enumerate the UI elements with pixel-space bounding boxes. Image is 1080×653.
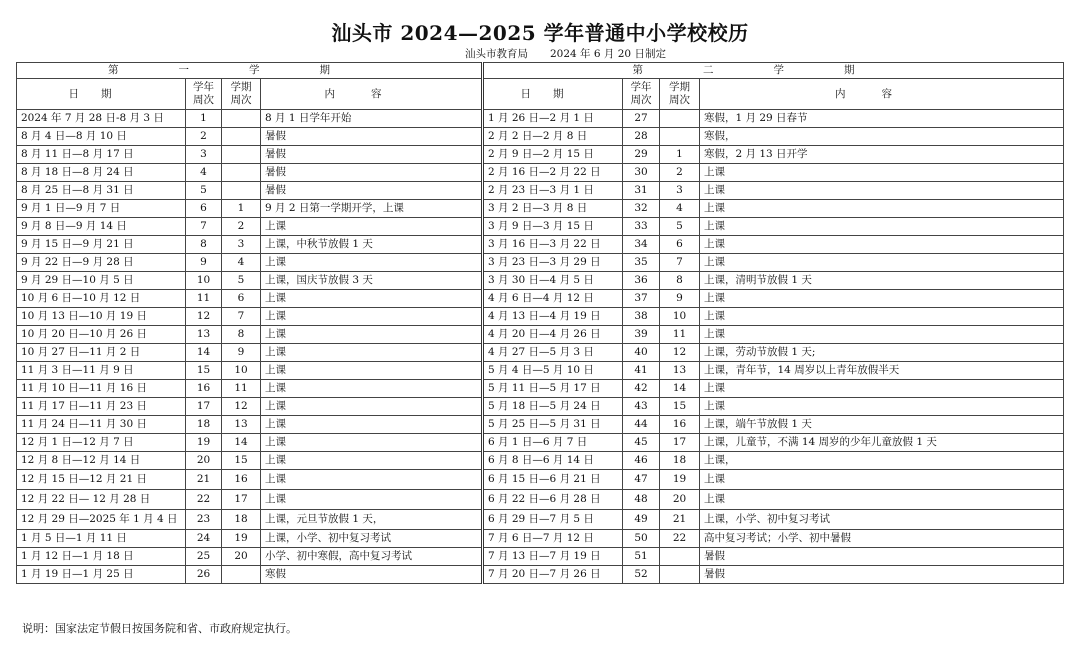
semester2-term-week-cell: 15 xyxy=(660,398,700,416)
semester1-content-cell: 上课 xyxy=(261,344,483,362)
semester2-date-cell: 2 月 16 日—2 月 22 日 xyxy=(483,164,623,182)
semester2-content-cell: 上课 xyxy=(700,218,1064,236)
semester2-date-cell: 3 月 23 日—3 月 29 日 xyxy=(483,254,623,272)
semester1-year-week-cell: 19 xyxy=(186,434,222,452)
semester1-year-week-cell: 10 xyxy=(186,272,222,290)
subtitle xyxy=(465,48,666,61)
semester2-term-week-cell: 12 xyxy=(660,344,700,362)
semester2-year-week-cell: 51 xyxy=(623,548,660,566)
semester2-year-week-cell: 31 xyxy=(623,182,660,200)
table-row xyxy=(17,452,1064,470)
semester1-header: 第一学期 xyxy=(17,63,483,79)
semester2-date-cell: 7 月 20 日—7 月 26 日 xyxy=(483,566,623,584)
semester1-term-week-cell: 1 xyxy=(222,200,261,218)
semester2-date-cell: 6 月 22 日—6 月 28 日 xyxy=(483,490,623,510)
semester2-content-cell: 上课 xyxy=(700,164,1064,182)
semester2-year-week-cell: 35 xyxy=(623,254,660,272)
semester2-content-cell: 上课 xyxy=(700,326,1064,344)
semester1-year-week-cell: 11 xyxy=(186,290,222,308)
semester1-term-week-cell xyxy=(222,182,261,200)
term-week-header xyxy=(222,79,261,110)
semester1-date-cell: 12 月 1 日—12 月 7 日 xyxy=(17,434,186,452)
semester2-date-cell: 4 月 20 日—4 月 26 日 xyxy=(483,326,623,344)
table-row xyxy=(17,566,1064,584)
semester-header-row xyxy=(17,63,1064,79)
semester2-content-cell: 上课，青年节，14 周岁以上青年放假半天 xyxy=(700,362,1064,380)
semester1-date-cell: 10 月 20 日—10 月 26 日 xyxy=(17,326,186,344)
semester1-term-week-cell: 20 xyxy=(222,548,261,566)
semester2-date-cell: 6 月 29 日—7 月 5 日 xyxy=(483,510,623,530)
semester1-year-week-cell: 5 xyxy=(186,182,222,200)
semester2-date-cell: 4 月 13 日—4 月 19 日 xyxy=(483,308,623,326)
year-week-header-line1: 学年 xyxy=(193,81,214,93)
semester2-year-week-cell: 33 xyxy=(623,218,660,236)
semester2-date-cell: 6 月 15 日—6 月 21 日 xyxy=(483,470,623,490)
semester2-year-week-cell: 45 xyxy=(623,434,660,452)
semester1-content-cell: 小学、初中寒假，高中复习考试 xyxy=(261,548,483,566)
semester1-term-week-cell: 15 xyxy=(222,452,261,470)
semester1-year-week-cell: 3 xyxy=(186,146,222,164)
semester2-year-week-cell: 36 xyxy=(623,272,660,290)
semester2-term-week-cell xyxy=(660,566,700,584)
date-header: 日期 xyxy=(17,79,186,110)
semester1-date-cell: 11 月 24 日—11 月 30 日 xyxy=(17,416,186,434)
semester1-date-cell: 1 月 5 日—1 月 11 日 xyxy=(17,530,186,548)
semester1-term-week-cell: 2 xyxy=(222,218,261,236)
semester1-year-week-cell: 15 xyxy=(186,362,222,380)
semester1-term-week-cell: 5 xyxy=(222,272,261,290)
semester1-content-cell: 8 月 1 日学年开始 xyxy=(261,110,483,128)
semester1-content-cell: 上课 xyxy=(261,452,483,470)
semester1-date-cell: 1 月 12 日—1 月 18 日 xyxy=(17,548,186,566)
semester1-date-cell: 11 月 3 日—11 月 9 日 xyxy=(17,362,186,380)
semester1-content-cell: 暑假 xyxy=(261,182,483,200)
semester1-content-cell: 上课 xyxy=(261,490,483,510)
semester2-date-cell: 4 月 27 日—5 月 3 日 xyxy=(483,344,623,362)
semester2-term-week-cell: 11 xyxy=(660,326,700,344)
table-row xyxy=(17,344,1064,362)
semester2-year-week-cell: 41 xyxy=(623,362,660,380)
semester1-date-cell: 9 月 22 日—9 月 28 日 xyxy=(17,254,186,272)
table-row xyxy=(17,398,1064,416)
semester2-year-week-cell: 40 xyxy=(623,344,660,362)
semester1-year-week-cell: 4 xyxy=(186,164,222,182)
year-week-header-line1: 学年 xyxy=(630,81,652,93)
semester1-year-week-cell: 26 xyxy=(186,566,222,584)
table-row xyxy=(17,362,1064,380)
semester2-term-week-cell: 17 xyxy=(660,434,700,452)
semester2-term-week-cell: 21 xyxy=(660,510,700,530)
semester1-year-week-cell: 1 xyxy=(186,110,222,128)
table-row xyxy=(17,182,1064,200)
semester1-year-week-cell: 21 xyxy=(186,470,222,490)
semester2-content-cell: 上课， xyxy=(700,452,1064,470)
table-row xyxy=(17,380,1064,398)
semester1-date-cell: 8 月 11 日—8 月 17 日 xyxy=(17,146,186,164)
year-week-header xyxy=(186,79,222,110)
semester1-content-cell: 9 月 2 日第一学期开学，上课 xyxy=(261,200,483,218)
table-row xyxy=(17,128,1064,146)
semester1-content-cell: 上课 xyxy=(261,326,483,344)
semester2-content-cell: 上课 xyxy=(700,200,1064,218)
semester2-term-week-cell: 1 xyxy=(660,146,700,164)
semester2-content-cell: 上课，小学、初中复习考试 xyxy=(700,510,1064,530)
table-row xyxy=(17,218,1064,236)
semester2-content-cell: 上课 xyxy=(700,254,1064,272)
table-row xyxy=(17,272,1064,290)
semester1-year-week-cell: 22 xyxy=(186,490,222,510)
semester1-content-cell: 暑假 xyxy=(261,128,483,146)
table-row xyxy=(17,510,1064,530)
semester1-date-cell: 10 月 6 日—10 月 12 日 xyxy=(17,290,186,308)
semester2-content-cell: 上课 xyxy=(700,290,1064,308)
semester2-term-week-cell: 22 xyxy=(660,530,700,548)
semester1-year-week-cell: 12 xyxy=(186,308,222,326)
semester2-date-cell: 7 月 13 日—7 月 19 日 xyxy=(483,548,623,566)
semester2-content-cell: 寒假，2 月 13 日开学 xyxy=(700,146,1064,164)
semester2-year-week-cell: 43 xyxy=(623,398,660,416)
semester2-term-week-cell: 2 xyxy=(660,164,700,182)
semester1-content-cell: 上课，元旦节放假 1 天， xyxy=(261,510,483,530)
semester2-content-cell: 上课 xyxy=(700,470,1064,490)
semester1-year-week-cell: 14 xyxy=(186,344,222,362)
date-header: 日期 xyxy=(483,79,623,110)
semester1-term-week-cell xyxy=(222,566,261,584)
semester2-content-cell: 上课 xyxy=(700,182,1064,200)
table-row xyxy=(17,434,1064,452)
semester1-content-cell: 上课 xyxy=(261,380,483,398)
semester1-term-week-cell: 7 xyxy=(222,308,261,326)
semester2-year-week-cell: 46 xyxy=(623,452,660,470)
term-week-header-line2: 周次 xyxy=(669,94,690,106)
semester2-year-week-cell: 34 xyxy=(623,236,660,254)
semester1-content-cell: 上课 xyxy=(261,434,483,452)
semester1-date-cell: 8 月 18 日—8 月 24 日 xyxy=(17,164,186,182)
semester1-date-cell: 11 月 17 日—11 月 23 日 xyxy=(17,398,186,416)
semester1-term-week-cell: 6 xyxy=(222,290,261,308)
semester2-term-week-cell: 10 xyxy=(660,308,700,326)
page-title: 汕头市 2024—2025 学年普通中小学校校历 xyxy=(331,21,749,45)
semester2-term-week-cell: 13 xyxy=(660,362,700,380)
semester1-content-cell: 暑假 xyxy=(261,164,483,182)
semester1-date-cell: 10 月 13 日—10 月 19 日 xyxy=(17,308,186,326)
semester2-year-week-cell: 32 xyxy=(623,200,660,218)
semester2-term-week-cell: 19 xyxy=(660,470,700,490)
semester2-term-week-cell: 20 xyxy=(660,490,700,510)
semester2-term-week-cell: 9 xyxy=(660,290,700,308)
semester1-content-cell: 上课 xyxy=(261,470,483,490)
semester1-year-week-cell: 6 xyxy=(186,200,222,218)
semester2-term-week-cell: 14 xyxy=(660,380,700,398)
column-header-row xyxy=(17,79,1064,110)
semester2-year-week-cell: 38 xyxy=(623,308,660,326)
semester1-content-cell: 上课，小学、初中复习考试 xyxy=(261,530,483,548)
semester2-year-week-cell: 44 xyxy=(623,416,660,434)
semester2-content-cell: 上课 xyxy=(700,398,1064,416)
school-calendar-table xyxy=(16,62,1064,584)
semester1-year-week-cell: 18 xyxy=(186,416,222,434)
semester1-date-cell: 9 月 8 日—9 月 14 日 xyxy=(17,218,186,236)
semester1-year-week-cell: 24 xyxy=(186,530,222,548)
semester1-date-cell: 12 月 8 日—12 月 14 日 xyxy=(17,452,186,470)
semester2-date-cell: 6 月 1 日—6 月 7 日 xyxy=(483,434,623,452)
semester1-term-week-cell: 16 xyxy=(222,470,261,490)
semester1-term-week-cell xyxy=(222,146,261,164)
year-week-header xyxy=(623,79,660,110)
semester1-term-week-cell: 8 xyxy=(222,326,261,344)
semester2-content-cell: 上课，端午节放假 1 天 xyxy=(700,416,1064,434)
semester1-content-cell: 上课 xyxy=(261,254,483,272)
table-row xyxy=(17,110,1064,128)
semester1-date-cell: 10 月 27 日—11 月 2 日 xyxy=(17,344,186,362)
footnote: 说明：国家法定节假日按国务院和省、市政府规定执行。 xyxy=(22,622,297,635)
semester1-year-week-cell: 23 xyxy=(186,510,222,530)
semester1-content-cell: 上课 xyxy=(261,218,483,236)
semester2-content-cell: 高中复习考试；小学、初中暑假 xyxy=(700,530,1064,548)
table-row xyxy=(17,164,1064,182)
table-row xyxy=(17,470,1064,490)
table-row xyxy=(17,236,1064,254)
semester1-term-week-cell: 3 xyxy=(222,236,261,254)
issuer: 汕头市教育局 xyxy=(465,48,528,60)
semester1-term-week-cell: 18 xyxy=(222,510,261,530)
semester2-date-cell: 5 月 25 日—5 月 31 日 xyxy=(483,416,623,434)
semester1-term-week-cell: 9 xyxy=(222,344,261,362)
semester1-date-cell: 12 月 22 日— 12 月 28 日 xyxy=(17,490,186,510)
semester2-year-week-cell: 37 xyxy=(623,290,660,308)
semester2-content-cell: 上课 xyxy=(700,490,1064,510)
semester2-term-week-cell: 6 xyxy=(660,236,700,254)
semester2-year-week-cell: 27 xyxy=(623,110,660,128)
table-row xyxy=(17,548,1064,566)
semester1-year-week-cell: 9 xyxy=(186,254,222,272)
semester2-header: 第二学期 xyxy=(483,63,1064,79)
semester1-term-week-cell xyxy=(222,128,261,146)
table-row xyxy=(17,146,1064,164)
semester2-date-cell: 2 月 2 日—2 月 8 日 xyxy=(483,128,623,146)
semester1-term-week-cell: 17 xyxy=(222,490,261,510)
semester1-content-cell: 上课，国庆节放假 3 天 xyxy=(261,272,483,290)
semester1-date-cell: 12 月 15 日—12 月 21 日 xyxy=(17,470,186,490)
semester2-term-week-cell: 8 xyxy=(660,272,700,290)
semester2-content-cell: 上课 xyxy=(700,380,1064,398)
semester1-term-week-cell: 19 xyxy=(222,530,261,548)
semester2-date-cell: 2 月 9 日—2 月 15 日 xyxy=(483,146,623,164)
semester1-term-week-cell xyxy=(222,110,261,128)
semester2-content-cell: 上课 xyxy=(700,308,1064,326)
semester1-content-cell: 暑假 xyxy=(261,146,483,164)
content-header: 内容 xyxy=(700,79,1064,110)
semester1-date-cell: 2024 年 7 月 28 日-8 月 3 日 xyxy=(17,110,186,128)
table-row xyxy=(17,530,1064,548)
semester2-date-cell: 7 月 6 日—7 月 12 日 xyxy=(483,530,623,548)
term-week-header-line1: 学期 xyxy=(230,81,252,93)
semester2-date-cell: 3 月 30 日—4 月 5 日 xyxy=(483,272,623,290)
semester1-term-week-cell: 4 xyxy=(222,254,261,272)
semester1-date-cell: 9 月 15 日—9 月 21 日 xyxy=(17,236,186,254)
semester1-year-week-cell: 7 xyxy=(186,218,222,236)
content-header: 内容 xyxy=(261,79,483,110)
semester2-term-week-cell xyxy=(660,548,700,566)
year-week-header-line2: 周次 xyxy=(193,94,214,106)
semester1-year-week-cell: 25 xyxy=(186,548,222,566)
semester1-content-cell: 上课 xyxy=(261,362,483,380)
table-row xyxy=(17,326,1064,344)
semester1-content-cell: 寒假 xyxy=(261,566,483,584)
semester2-year-week-cell: 39 xyxy=(623,326,660,344)
semester1-year-week-cell: 20 xyxy=(186,452,222,470)
table-row xyxy=(17,416,1064,434)
semester2-content-cell: 上课 xyxy=(700,236,1064,254)
semester1-year-week-cell: 8 xyxy=(186,236,222,254)
semester1-term-week-cell: 14 xyxy=(222,434,261,452)
semester2-date-cell: 5 月 4 日—5 月 10 日 xyxy=(483,362,623,380)
semester2-date-cell: 2 月 23 日—3 月 1 日 xyxy=(483,182,623,200)
term-week-header-line1: 学期 xyxy=(669,81,690,93)
semester1-year-week-cell: 17 xyxy=(186,398,222,416)
semester1-term-week-cell xyxy=(222,164,261,182)
semester2-date-cell: 6 月 8 日—6 月 14 日 xyxy=(483,452,623,470)
semester1-year-week-cell: 13 xyxy=(186,326,222,344)
semester2-content-cell: 暑假 xyxy=(700,566,1064,584)
semester1-year-week-cell: 2 xyxy=(186,128,222,146)
semester2-year-week-cell: 30 xyxy=(623,164,660,182)
semester1-date-cell: 8 月 4 日—8 月 10 日 xyxy=(17,128,186,146)
semester1-date-cell: 1 月 19 日—1 月 25 日 xyxy=(17,566,186,584)
semester2-term-week-cell xyxy=(660,128,700,146)
semester2-year-week-cell: 29 xyxy=(623,146,660,164)
semester2-term-week-cell xyxy=(660,110,700,128)
semester2-term-week-cell: 18 xyxy=(660,452,700,470)
semester1-content-cell: 上课 xyxy=(261,290,483,308)
semester1-date-cell: 12 月 29 日—2025 年 1 月 4 日 xyxy=(17,510,186,530)
semester2-date-cell: 4 月 6 日—4 月 12 日 xyxy=(483,290,623,308)
semester2-year-week-cell: 48 xyxy=(623,490,660,510)
table-row xyxy=(17,490,1064,510)
semester2-date-cell: 3 月 16 日—3 月 22 日 xyxy=(483,236,623,254)
semester2-date-cell: 3 月 2 日—3 月 8 日 xyxy=(483,200,623,218)
semester2-term-week-cell: 3 xyxy=(660,182,700,200)
semester2-date-cell: 5 月 11 日—5 月 17 日 xyxy=(483,380,623,398)
semester2-content-cell: 寒假，1 月 29 日春节 xyxy=(700,110,1064,128)
semester2-year-week-cell: 49 xyxy=(623,510,660,530)
semester2-date-cell: 3 月 9 日—3 月 15 日 xyxy=(483,218,623,236)
semester2-year-week-cell: 52 xyxy=(623,566,660,584)
semester2-term-week-cell: 7 xyxy=(660,254,700,272)
term-week-header xyxy=(660,79,700,110)
calendar-body xyxy=(17,110,1064,584)
year-week-header-line2: 周次 xyxy=(630,94,652,106)
table-row xyxy=(17,254,1064,272)
semester2-content-cell: 上课，劳动节放假 1 天; xyxy=(700,344,1064,362)
semester2-year-week-cell: 47 xyxy=(623,470,660,490)
semester1-term-week-cell: 12 xyxy=(222,398,261,416)
semester2-date-cell: 5 月 18 日—5 月 24 日 xyxy=(483,398,623,416)
table-row xyxy=(17,290,1064,308)
semester2-content-cell: 暑假 xyxy=(700,548,1064,566)
semester2-content-cell: 上课，儿童节，不满 14 周岁的少年儿童放假 1 天 xyxy=(700,434,1064,452)
semester1-content-cell: 上课 xyxy=(261,308,483,326)
semester1-date-cell: 9 月 1 日—9 月 7 日 xyxy=(17,200,186,218)
semester2-term-week-cell: 16 xyxy=(660,416,700,434)
table-row xyxy=(17,200,1064,218)
table-row xyxy=(17,308,1064,326)
semester2-term-week-cell: 4 xyxy=(660,200,700,218)
semester2-year-week-cell: 28 xyxy=(623,128,660,146)
semester1-content-cell: 上课 xyxy=(261,416,483,434)
semester1-content-cell: 上课 xyxy=(261,398,483,416)
term-week-header-line2: 周次 xyxy=(230,94,252,106)
semester1-year-week-cell: 16 xyxy=(186,380,222,398)
issue-date: 2024 年 6 月 20 日制定 xyxy=(550,48,666,60)
semester1-content-cell: 上课，中秋节放假 1 天 xyxy=(261,236,483,254)
semester2-year-week-cell: 42 xyxy=(623,380,660,398)
semester2-content-cell: 寒假， xyxy=(700,128,1064,146)
semester1-date-cell: 11 月 10 日—11 月 16 日 xyxy=(17,380,186,398)
semester1-term-week-cell: 11 xyxy=(222,380,261,398)
semester2-year-week-cell: 50 xyxy=(623,530,660,548)
semester2-content-cell: 上课，清明节放假 1 天 xyxy=(700,272,1064,290)
semester2-term-week-cell: 5 xyxy=(660,218,700,236)
semester1-term-week-cell: 13 xyxy=(222,416,261,434)
semester2-date-cell: 1 月 26 日—2 月 1 日 xyxy=(483,110,623,128)
semester1-term-week-cell: 10 xyxy=(222,362,261,380)
semester1-date-cell: 9 月 29 日—10 月 5 日 xyxy=(17,272,186,290)
semester1-date-cell: 8 月 25 日—8 月 31 日 xyxy=(17,182,186,200)
